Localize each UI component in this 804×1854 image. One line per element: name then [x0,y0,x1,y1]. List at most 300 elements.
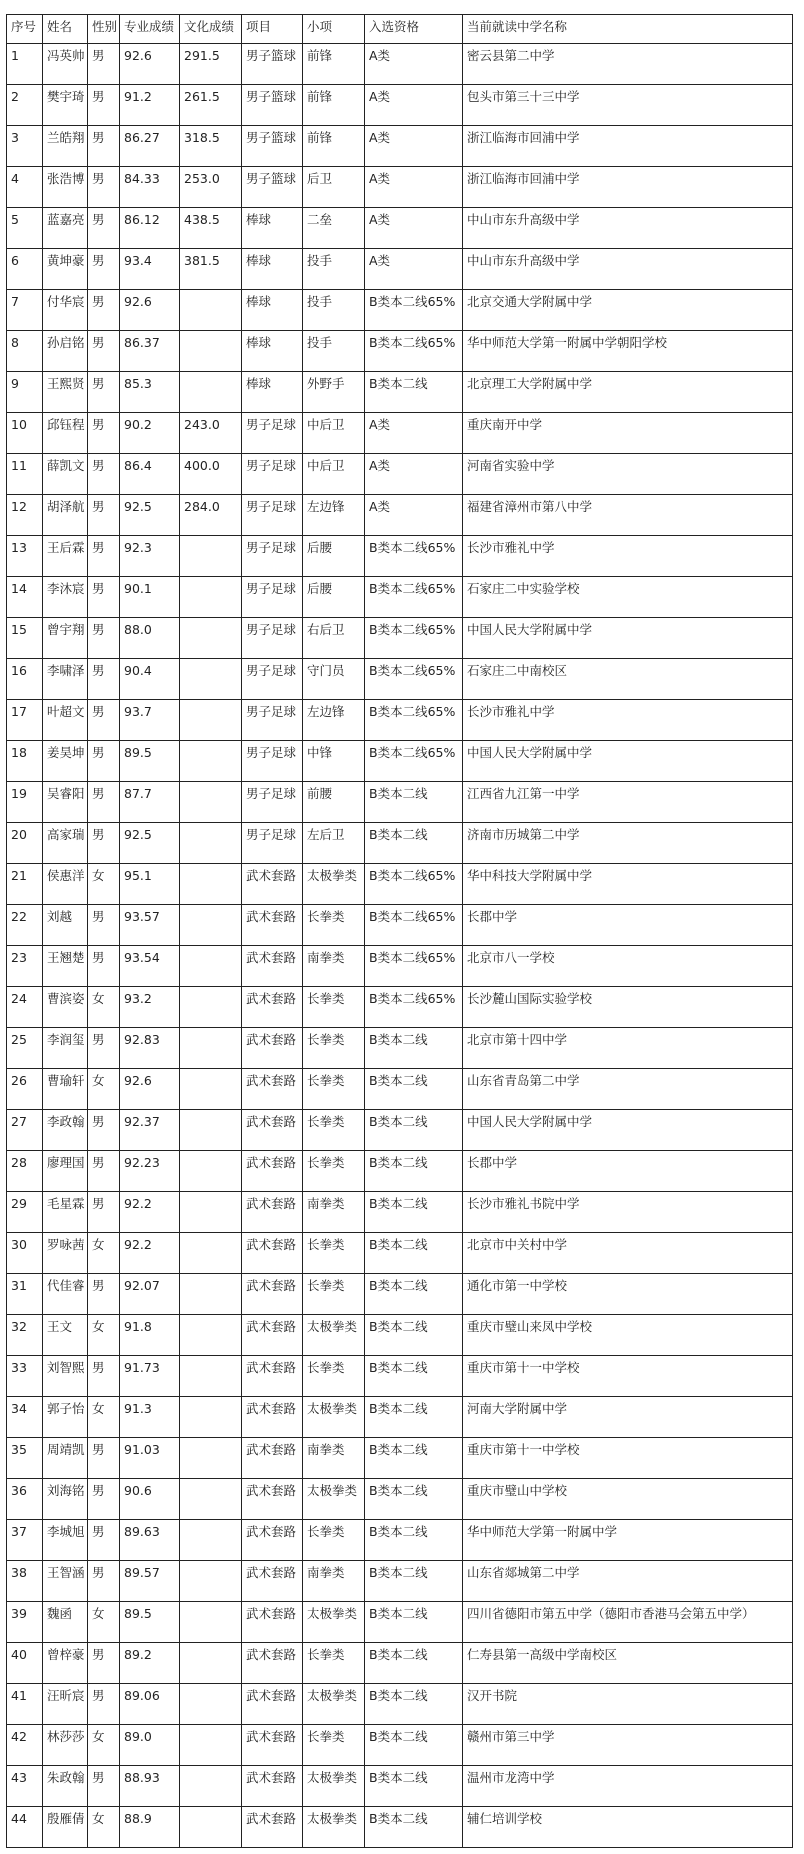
school-cell: 北京市八一学校 [463,946,793,987]
sport-cell: 武术套路 [242,1561,303,1602]
table-row [7,1520,793,1561]
school-cell: 密云县第二中学 [463,44,793,85]
qualification-cell: B类本二线 [365,1315,463,1356]
subitem-cell: 中锋 [303,741,365,782]
subitem-cell: 太极拳类 [303,1684,365,1725]
seq-cell: 16 [7,659,43,700]
subitem-cell: 前锋 [303,126,365,167]
pro-score-cell: 91.2 [120,85,180,126]
pro-score-cell: 91.03 [120,1438,180,1479]
school-cell: 北京市中关村中学 [463,1233,793,1274]
subitem-cell: 南拳类 [303,1561,365,1602]
pro-score-cell: 91.8 [120,1315,180,1356]
culture-score-cell [180,1151,242,1192]
school-cell: 中山市东升高级中学 [463,249,793,290]
gender-cell: 男 [88,85,120,126]
qualification-cell: B类本二线 [365,1110,463,1151]
school-cell: 四川省德阳市第五中学（德阳市香港马会第五中学） [463,1602,793,1643]
seq-cell: 26 [7,1069,43,1110]
qualification-cell: A类 [365,167,463,208]
culture-score-cell [180,1602,242,1643]
school-cell: 温州市龙湾中学 [463,1766,793,1807]
school-cell: 长沙麓山国际实验学校 [463,987,793,1028]
seq-cell: 29 [7,1192,43,1233]
name-cell: 姜昊坤 [43,741,88,782]
sport-cell: 武术套路 [242,1520,303,1561]
table-row [7,864,793,905]
seq-cell: 2 [7,85,43,126]
pro-score-cell: 90.2 [120,413,180,454]
name-cell: 黄坤豪 [43,249,88,290]
school-cell: 长郡中学 [463,1151,793,1192]
pro-score-cell: 93.4 [120,249,180,290]
subitem-cell: 长拳类 [303,1151,365,1192]
header-subitem: 小项 [303,15,365,44]
name-cell: 周靖凯 [43,1438,88,1479]
school-cell: 华中科技大学附属中学 [463,864,793,905]
pro-score-cell: 86.4 [120,454,180,495]
qualification-cell: B类本二线65% [365,331,463,372]
sport-cell: 男子足球 [242,536,303,577]
table-row [7,741,793,782]
pro-score-cell: 93.57 [120,905,180,946]
pro-score-cell: 88.9 [120,1807,180,1848]
seq-cell: 44 [7,1807,43,1848]
name-cell: 罗咏茜 [43,1233,88,1274]
qualification-cell: B类本二线65% [365,946,463,987]
gender-cell: 男 [88,536,120,577]
header-row [7,15,793,44]
pro-score-cell: 92.5 [120,495,180,536]
qualification-cell: B类本二线65% [365,905,463,946]
qualification-cell: B类本二线 [365,1397,463,1438]
pro-score-cell: 92.83 [120,1028,180,1069]
school-cell: 山东省郯城第二中学 [463,1561,793,1602]
sport-cell: 男子足球 [242,700,303,741]
seq-cell: 6 [7,249,43,290]
pro-score-cell: 90.1 [120,577,180,618]
school-cell: 长沙市雅礼中学 [463,700,793,741]
gender-cell: 男 [88,454,120,495]
seq-cell: 14 [7,577,43,618]
sport-cell: 武术套路 [242,1274,303,1315]
pro-score-cell: 89.06 [120,1684,180,1725]
culture-score-cell [180,1438,242,1479]
sport-cell: 男子足球 [242,577,303,618]
gender-cell: 男 [88,1643,120,1684]
seq-cell: 31 [7,1274,43,1315]
table-row [7,1438,793,1479]
school-cell: 辅仁培训学校 [463,1807,793,1848]
name-cell: 李城旭 [43,1520,88,1561]
qualification-cell: B类本二线 [365,372,463,413]
table-row [7,1151,793,1192]
gender-cell: 男 [88,208,120,249]
subitem-cell: 太极拳类 [303,864,365,905]
seq-cell: 27 [7,1110,43,1151]
table-row [7,659,793,700]
name-cell: 侯惠洋 [43,864,88,905]
pro-score-cell: 88.0 [120,618,180,659]
gender-cell: 男 [88,44,120,85]
name-cell: 毛星霖 [43,1192,88,1233]
sport-cell: 武术套路 [242,1069,303,1110]
culture-score-cell [180,1684,242,1725]
subitem-cell: 前腰 [303,782,365,823]
gender-cell: 男 [88,1274,120,1315]
seq-cell: 11 [7,454,43,495]
name-cell: 王文 [43,1315,88,1356]
pro-score-cell: 91.3 [120,1397,180,1438]
culture-score-cell: 318.5 [180,126,242,167]
sport-cell: 武术套路 [242,864,303,905]
gender-cell: 男 [88,413,120,454]
sport-cell: 男子足球 [242,741,303,782]
gender-cell: 男 [88,372,120,413]
qualification-cell: A类 [365,249,463,290]
seq-cell: 22 [7,905,43,946]
name-cell: 冯英帅 [43,44,88,85]
culture-score-cell [180,659,242,700]
gender-cell: 男 [88,167,120,208]
name-cell: 王翘楚 [43,946,88,987]
pro-score-cell: 86.27 [120,126,180,167]
qualification-cell: B类本二线 [365,1520,463,1561]
name-cell: 汪昕宸 [43,1684,88,1725]
gender-cell: 男 [88,1192,120,1233]
subitem-cell: 后卫 [303,167,365,208]
qualification-cell: A类 [365,126,463,167]
pro-score-cell: 89.57 [120,1561,180,1602]
gender-cell: 男 [88,290,120,331]
name-cell: 张浩博 [43,167,88,208]
culture-score-cell [180,1233,242,1274]
qualification-cell: B类本二线 [365,1356,463,1397]
culture-score-cell: 284.0 [180,495,242,536]
qualification-cell: B类本二线 [365,1479,463,1520]
table-row [7,577,793,618]
seq-cell: 30 [7,1233,43,1274]
seq-cell: 38 [7,1561,43,1602]
seq-cell: 34 [7,1397,43,1438]
subitem-cell: 南拳类 [303,1438,365,1479]
subitem-cell: 左边锋 [303,495,365,536]
gender-cell: 男 [88,823,120,864]
seq-cell: 8 [7,331,43,372]
culture-score-cell [180,782,242,823]
school-cell: 河南省实验中学 [463,454,793,495]
culture-score-cell [180,1766,242,1807]
table-row [7,1684,793,1725]
header-qualification: 入选资格 [365,15,463,44]
gender-cell: 男 [88,1356,120,1397]
gender-cell: 男 [88,1438,120,1479]
school-cell: 长郡中学 [463,905,793,946]
subitem-cell: 长拳类 [303,1520,365,1561]
sport-cell: 武术套路 [242,1643,303,1684]
sport-cell: 男子足球 [242,413,303,454]
table-row [7,167,793,208]
school-cell: 华中师范大学第一附属中学朝阳学校 [463,331,793,372]
subitem-cell: 投手 [303,290,365,331]
culture-score-cell [180,1725,242,1766]
sport-cell: 武术套路 [242,905,303,946]
table-row [7,1192,793,1233]
pro-score-cell: 92.6 [120,290,180,331]
name-cell: 代佳睿 [43,1274,88,1315]
gender-cell: 女 [88,1807,120,1848]
pro-score-cell: 89.5 [120,741,180,782]
school-cell: 重庆市第十一中学校 [463,1438,793,1479]
culture-score-cell [180,1274,242,1315]
qualification-cell: B类本二线 [365,1274,463,1315]
name-cell: 廖理国 [43,1151,88,1192]
table-row [7,823,793,864]
gender-cell: 女 [88,1397,120,1438]
table-row [7,249,793,290]
sport-cell: 武术套路 [242,1356,303,1397]
name-cell: 李沐宸 [43,577,88,618]
qualification-cell: B类本二线 [365,1028,463,1069]
school-cell: 北京理工大学附属中学 [463,372,793,413]
pro-score-cell: 89.0 [120,1725,180,1766]
seq-cell: 28 [7,1151,43,1192]
subitem-cell: 长拳类 [303,987,365,1028]
pro-score-cell: 92.37 [120,1110,180,1151]
table-row [7,1356,793,1397]
gender-cell: 男 [88,1151,120,1192]
table-row [7,946,793,987]
qualification-cell: A类 [365,44,463,85]
header-seq: 序号 [7,15,43,44]
culture-score-cell [180,1069,242,1110]
table-row [7,1602,793,1643]
table-row [7,208,793,249]
school-cell: 重庆南开中学 [463,413,793,454]
gender-cell: 男 [88,1028,120,1069]
qualification-cell: B类本二线65% [365,700,463,741]
seq-cell: 43 [7,1766,43,1807]
pro-score-cell: 89.5 [120,1602,180,1643]
table-row [7,987,793,1028]
table-row [7,1233,793,1274]
pro-score-cell: 92.23 [120,1151,180,1192]
culture-score-cell [180,1028,242,1069]
pro-score-cell: 93.7 [120,700,180,741]
culture-score-cell [180,741,242,782]
table-row [7,372,793,413]
pro-score-cell: 88.93 [120,1766,180,1807]
sport-cell: 棒球 [242,290,303,331]
seq-cell: 33 [7,1356,43,1397]
pro-score-cell: 85.3 [120,372,180,413]
subitem-cell: 中后卫 [303,413,365,454]
seq-cell: 40 [7,1643,43,1684]
school-cell: 重庆市第十一中学校 [463,1356,793,1397]
qualification-cell: B类本二线 [365,1561,463,1602]
table-row [7,700,793,741]
pro-score-cell: 92.3 [120,536,180,577]
subitem-cell: 前锋 [303,85,365,126]
culture-score-cell [180,331,242,372]
qualification-cell: A类 [365,454,463,495]
subitem-cell: 左边锋 [303,700,365,741]
table-row [7,1069,793,1110]
qualification-cell: B类本二线65% [365,577,463,618]
subitem-cell: 太极拳类 [303,1315,365,1356]
school-cell: 仁寿县第一高级中学南校区 [463,1643,793,1684]
pro-score-cell: 95.1 [120,864,180,905]
table-row [7,1643,793,1684]
subitem-cell: 前锋 [303,44,365,85]
seq-cell: 3 [7,126,43,167]
name-cell: 李政翰 [43,1110,88,1151]
name-cell: 付华宸 [43,290,88,331]
gender-cell: 男 [88,1561,120,1602]
name-cell: 蓝嘉亮 [43,208,88,249]
table-row [7,290,793,331]
table-row [7,126,793,167]
gender-cell: 男 [88,577,120,618]
name-cell: 兰皓翔 [43,126,88,167]
pro-score-cell: 89.63 [120,1520,180,1561]
subitem-cell: 长拳类 [303,1028,365,1069]
sport-cell: 男子足球 [242,823,303,864]
sport-cell: 男子篮球 [242,167,303,208]
culture-score-cell [180,1110,242,1151]
table-row [7,1725,793,1766]
pro-score-cell: 86.37 [120,331,180,372]
culture-score-cell: 261.5 [180,85,242,126]
gender-cell: 女 [88,1602,120,1643]
gender-cell: 男 [88,495,120,536]
culture-score-cell [180,1520,242,1561]
qualification-cell: A类 [365,85,463,126]
seq-cell: 24 [7,987,43,1028]
culture-score-cell [180,1807,242,1848]
sport-cell: 男子足球 [242,495,303,536]
table-row [7,454,793,495]
table-row [7,905,793,946]
gender-cell: 男 [88,741,120,782]
sport-cell: 武术套路 [242,1315,303,1356]
subitem-cell: 太极拳类 [303,1766,365,1807]
sport-cell: 男子足球 [242,454,303,495]
school-cell: 包头市第三十三中学 [463,85,793,126]
gender-cell: 男 [88,1520,120,1561]
qualification-cell: B类本二线 [365,1602,463,1643]
table-row [7,1479,793,1520]
subitem-cell: 南拳类 [303,946,365,987]
school-cell: 中国人民大学附属中学 [463,741,793,782]
culture-score-cell: 400.0 [180,454,242,495]
sport-cell: 棒球 [242,372,303,413]
table-row [7,1274,793,1315]
school-cell: 通化市第一中学校 [463,1274,793,1315]
subitem-cell: 外野手 [303,372,365,413]
header-gender: 性别 [88,15,120,44]
subitem-cell: 长拳类 [303,1233,365,1274]
school-cell: 重庆市璧山中学校 [463,1479,793,1520]
sport-cell: 武术套路 [242,1807,303,1848]
sport-cell: 武术套路 [242,1725,303,1766]
pro-score-cell: 92.5 [120,823,180,864]
pro-score-cell: 90.6 [120,1479,180,1520]
qualification-cell: B类本二线65% [365,987,463,1028]
sport-cell: 武术套路 [242,1602,303,1643]
culture-score-cell [180,577,242,618]
pro-score-cell: 91.73 [120,1356,180,1397]
qualification-cell: B类本二线65% [365,864,463,905]
seq-cell: 23 [7,946,43,987]
pro-score-cell: 92.6 [120,1069,180,1110]
name-cell: 孙启铭 [43,331,88,372]
gender-cell: 男 [88,1479,120,1520]
school-cell: 浙江临海市回浦中学 [463,167,793,208]
school-cell: 华中师范大学第一附属中学 [463,1520,793,1561]
seq-cell: 35 [7,1438,43,1479]
sport-cell: 武术套路 [242,946,303,987]
school-cell: 重庆市璧山来凤中学校 [463,1315,793,1356]
gender-cell: 男 [88,905,120,946]
gender-cell: 男 [88,126,120,167]
seq-cell: 41 [7,1684,43,1725]
qualification-cell: B类本二线 [365,1151,463,1192]
table-row [7,1766,793,1807]
sport-cell: 男子篮球 [242,126,303,167]
table-row [7,1807,793,1848]
seq-cell: 25 [7,1028,43,1069]
school-cell: 石家庄二中实验学校 [463,577,793,618]
gender-cell: 男 [88,331,120,372]
name-cell: 曹滨姿 [43,987,88,1028]
school-cell: 汉开书院 [463,1684,793,1725]
name-cell: 林莎莎 [43,1725,88,1766]
table-row [7,1110,793,1151]
header-culture-score: 文化成绩 [180,15,242,44]
sport-cell: 武术套路 [242,1110,303,1151]
subitem-cell: 二垒 [303,208,365,249]
subitem-cell: 太极拳类 [303,1397,365,1438]
seq-cell: 37 [7,1520,43,1561]
school-cell: 北京市第十四中学 [463,1028,793,1069]
subitem-cell: 后腰 [303,536,365,577]
sport-cell: 武术套路 [242,1151,303,1192]
sport-cell: 武术套路 [242,1438,303,1479]
table-row [7,413,793,454]
culture-score-cell: 438.5 [180,208,242,249]
sport-cell: 男子篮球 [242,44,303,85]
sport-cell: 武术套路 [242,1766,303,1807]
seq-cell: 21 [7,864,43,905]
subitem-cell: 长拳类 [303,1274,365,1315]
culture-score-cell [180,1397,242,1438]
pro-score-cell: 90.4 [120,659,180,700]
header-school: 当前就读中学名称 [463,15,793,44]
name-cell: 吴睿阳 [43,782,88,823]
culture-score-cell [180,1356,242,1397]
name-cell: 胡泽航 [43,495,88,536]
qualification-cell: B类本二线65% [365,618,463,659]
subitem-cell: 南拳类 [303,1192,365,1233]
name-cell: 王智涵 [43,1561,88,1602]
sport-cell: 武术套路 [242,1192,303,1233]
sport-cell: 男子足球 [242,618,303,659]
school-cell: 赣州市第三中学 [463,1725,793,1766]
header-pro-score: 专业成绩 [120,15,180,44]
name-cell: 薛凯文 [43,454,88,495]
pro-score-cell: 92.07 [120,1274,180,1315]
